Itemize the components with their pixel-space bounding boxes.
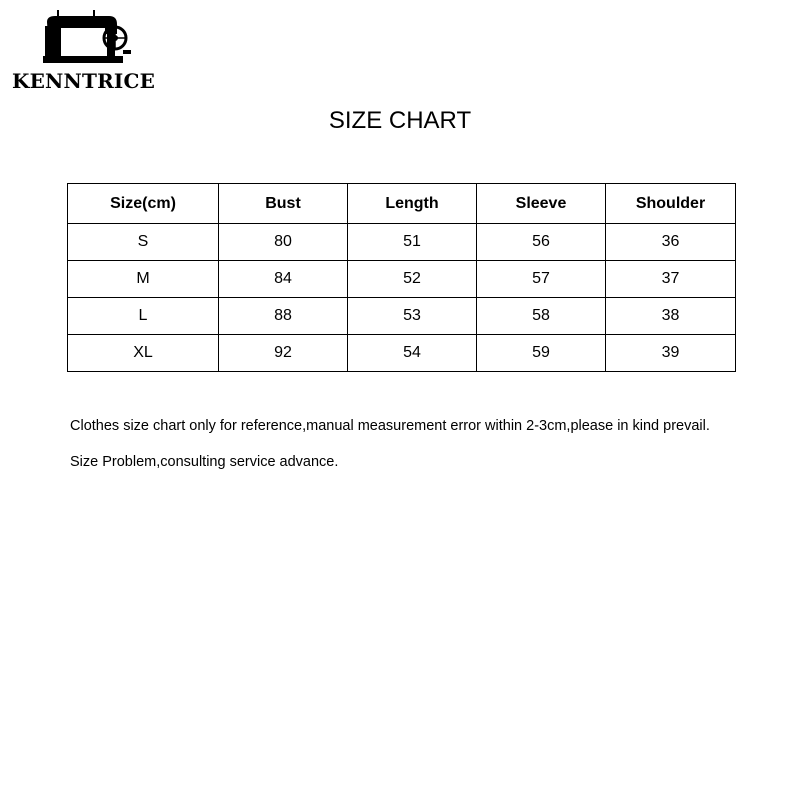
table-cell: 52	[348, 261, 477, 298]
table-cell: 57	[477, 261, 606, 298]
table-row	[68, 298, 736, 335]
brand-logo	[10, 10, 155, 94]
page-title: SIZE CHART	[328, 107, 472, 134]
table-cell: 39	[606, 335, 736, 372]
table-cell: 58	[477, 298, 606, 335]
header-size: Size(cm)	[68, 184, 219, 224]
header-shoulder: Shoulder	[606, 184, 736, 224]
header-sleeve: Sleeve	[477, 184, 606, 224]
table-cell: 59	[477, 335, 606, 372]
header-length: Length	[348, 184, 477, 224]
table-cell: 56	[477, 224, 606, 261]
table-cell: XL	[68, 335, 219, 372]
table-row	[68, 224, 736, 261]
table-cell: 80	[219, 224, 348, 261]
table-cell: 53	[348, 298, 477, 335]
table-cell: 51	[348, 224, 477, 261]
table-cell: 38	[606, 298, 736, 335]
table-cell: 88	[219, 298, 348, 335]
table-cell: M	[68, 261, 219, 298]
brand-name: KENNTRICE	[12, 69, 156, 93]
service-note: Size Problem,consulting service advance.	[70, 454, 339, 470]
table-cell: 92	[219, 335, 348, 372]
table-cell: 54	[348, 335, 477, 372]
table-cell: 37	[606, 261, 736, 298]
table-row	[68, 261, 736, 298]
disclaimer-note: Clothes size chart only for reference,manual measurement error within 2-3cm,please in kind prevail.	[70, 418, 710, 434]
table-cell: S	[68, 224, 219, 261]
table-cell: L	[68, 298, 219, 335]
table-row	[68, 335, 736, 372]
size-table	[67, 183, 736, 372]
sewing-machine-icon	[43, 10, 133, 66]
table-cell: 36	[606, 224, 736, 261]
table-cell: 84	[219, 261, 348, 298]
table-header-row	[68, 184, 736, 224]
header-bust: Bust	[219, 184, 348, 224]
